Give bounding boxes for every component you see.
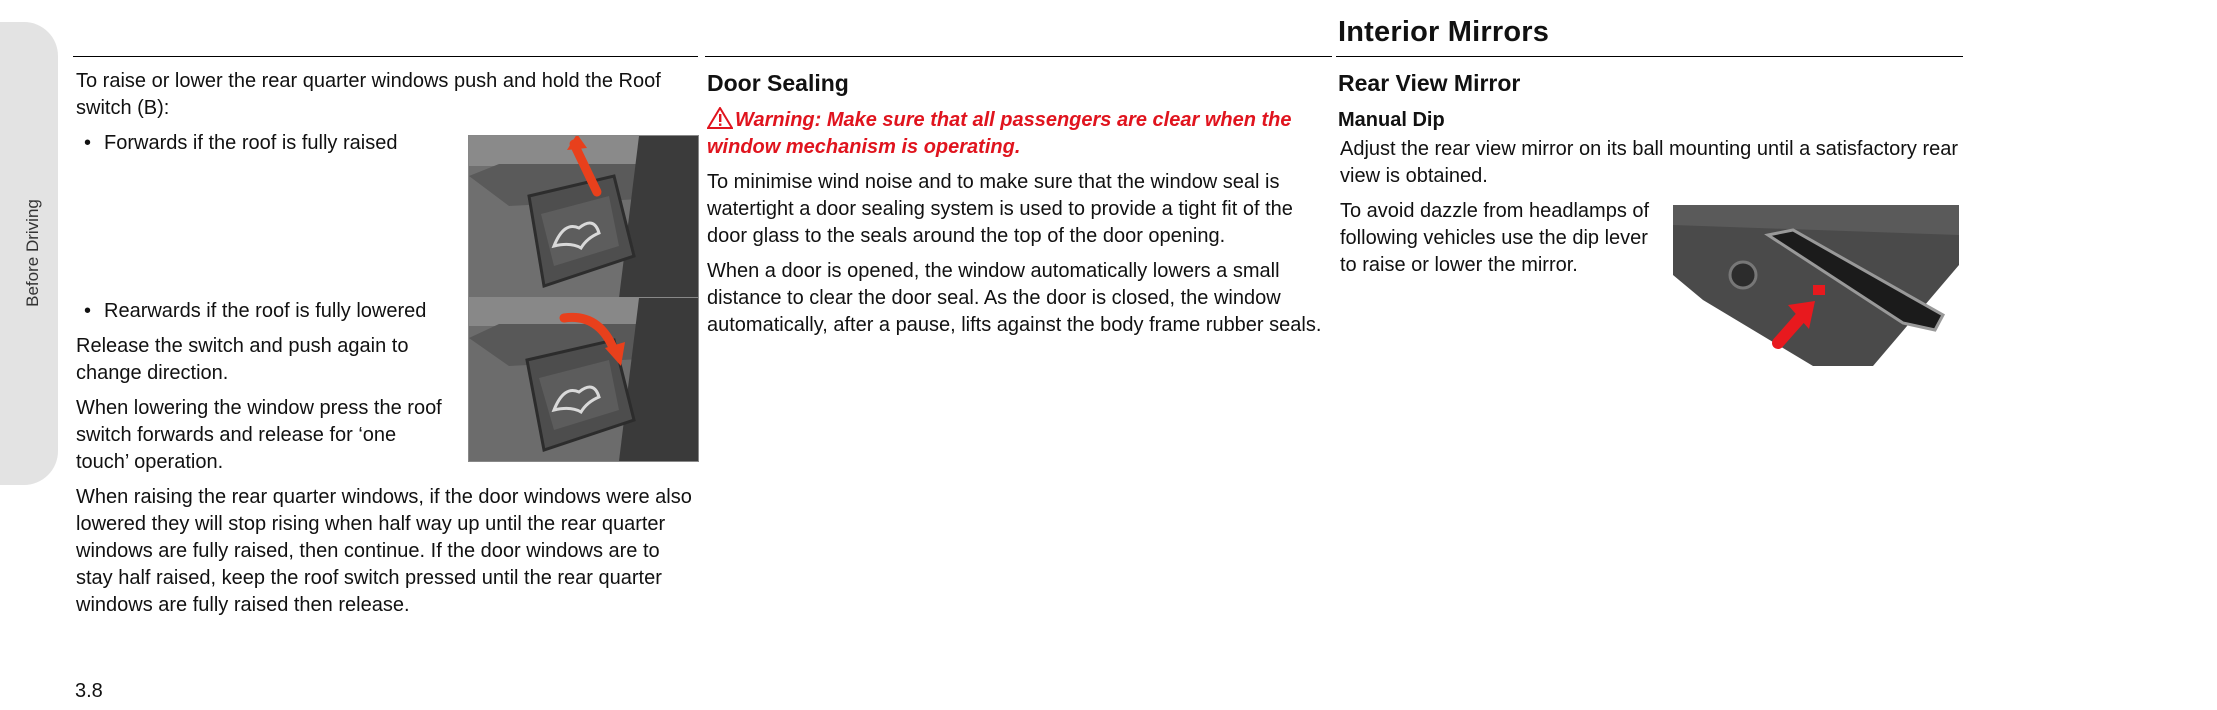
column-door-sealing [707, 68, 1332, 347]
door-sealing-paragraph-1: To minimise wind noise and to make sure that the window seal is watertight a door sealing system is used to provide a tight fit of the door glass to the seals around the top of the door opening. [707, 171, 1293, 247]
raising-paragraph: When raising the rear quarter windows, if the door windows were also lowered they will stop rising when half way up until the rear quarter windows are fully raised, then continue. If the door windows are to stay half raised, keep the roof switch pressed until the rear quarter windows are fully raised then release. [76, 486, 692, 616]
lowering-paragraph: When lowering the window press the roof switch forwards and release for ‘one touch’ operation. [76, 397, 442, 473]
header-rule-3 [1336, 56, 1963, 57]
bullet-forwards: • Forwards if the roof is fully raised [76, 130, 696, 157]
header-rule-2 [705, 56, 1332, 57]
rear-view-mirror-heading: Rear View Mirror [1338, 70, 1521, 96]
roof-switch-forward-photo [468, 135, 699, 299]
header-rule-1 [73, 56, 698, 57]
release-paragraph: Release the switch and push again to change direction. [76, 335, 409, 384]
warning-paragraph [707, 107, 1332, 161]
door-sealing-paragraph-2: When a door is opened, the window automatically lowers a small distance to clear the door seal. As the door is closed, the window automatically, after a pause, lifts against the body frame rubber seals. [707, 260, 1322, 336]
bullet-rearwards: • Rearwards if the roof is fully lowered [76, 298, 696, 325]
manual-dip-subheading: Manual Dip [1338, 109, 1445, 131]
warning-text: Warning: Make sure that all passengers are clear when the window mechanism is operating. [707, 109, 1292, 158]
mirror-paragraph-2: To avoid dazzle from headlamps of following vehicles use the dip lever to raise or lower the mirror. [1340, 200, 1650, 276]
section-title: Interior Mirrors [1338, 16, 1550, 48]
rear-view-mirror-photo [1673, 205, 1959, 366]
intro-paragraph: To raise or lower the rear quarter windows push and hold the Roof switch (B): [76, 70, 661, 119]
page-number: 3.8 [75, 680, 103, 702]
mirror-paragraph-1: Adjust the rear view mirror on its ball mounting until a satisfactory rear view is obtained. [1340, 138, 1959, 187]
side-tab-label: Before Driving [23, 199, 42, 307]
roof-switch-rearward-photo [468, 297, 699, 462]
door-sealing-heading: Door Sealing [707, 70, 849, 96]
warning-triangle-icon [707, 107, 733, 129]
